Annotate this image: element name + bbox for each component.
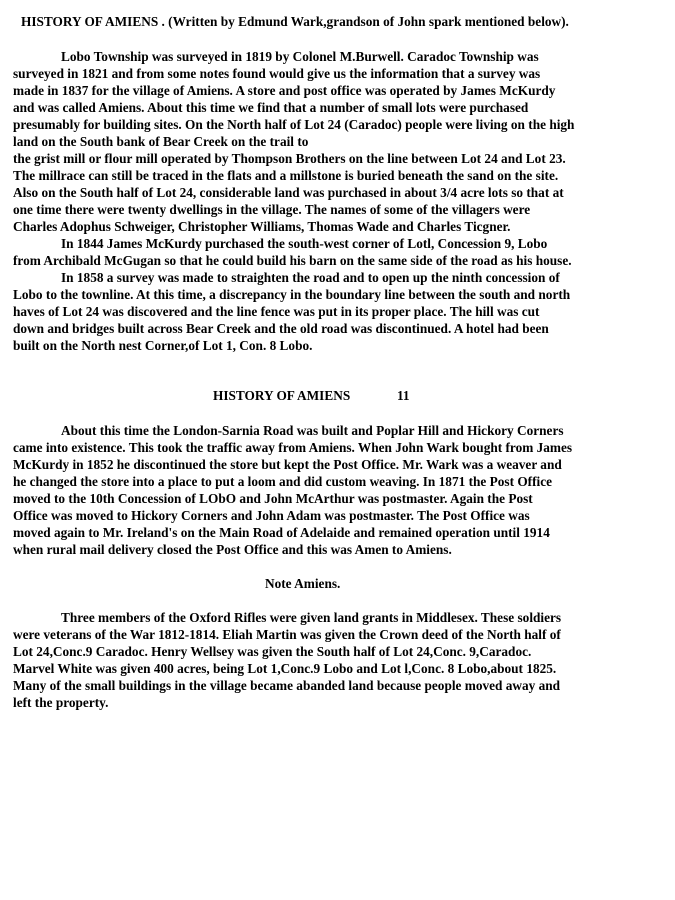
paragraph-line: down and bridges built across Bear Creek and the old road was discontinued. A hotel had been [13,321,549,336]
page-heading: HISTORY OF AMIENS [213,388,351,403]
paragraph-line: one time there were twenty dwellings in the village. The names of some of the villagers were [13,202,531,217]
note-heading: Note Amiens. [265,576,341,591]
paragraph-line: Three members of the Oxford Rifles were given land grants in Middlesex. These soldiers [61,610,562,625]
paragraph-line: Lobo Township was surveyed in 1819 by Colonel M.Burwell. Caradoc Township was [61,49,539,64]
paragraph-line: he changed the store into a place to put a loom and did custom weaving. In 1871 the Post Office [13,474,553,489]
paragraph-line: Marvel White was given 400 acres, being Lot 1,Conc.9 Lobo and Lot l,Conc. 8 Lobo,about 1825. [13,661,557,676]
paragraph-line: presumably for building sites. On the North half of Lot 24 (Caradoc) people were living on the high [13,117,575,132]
page-number: 11 [397,388,410,403]
paragraph-line: land on the South bank of Bear Creek on the trail to [13,134,309,149]
paragraph-line: In 1844 James McKurdy purchased the south-west corner of Lotl, Concession 9, Lobo [61,236,548,251]
paragraph-line: Office was moved to Hickory Corners and John Adam was postmaster. The Post Office was [13,508,530,523]
paragraph-line: moved again to Mr. Ireland's on the Main Road of Adelaide and remained operation until 1914 [13,525,550,540]
paragraph-line: left the property. [13,695,109,710]
paragraph-line: moved to the 10th Concession of LObO and John McArthur was postmaster. Again the Post [13,491,533,506]
paragraph-line: when rural mail delivery closed the Post Office and this was Amen to Amiens. [13,542,452,557]
paragraph-line: Also on the South half of Lot 24, considerable land was purchased in about 3/4 acre lots so that at [13,185,564,200]
paragraph-line: Charles Adophus Schweiger, Christopher Williams, Thomas Wade and Charles Ticgner. [13,219,511,234]
paragraph-line: surveyed in 1821 and from some notes found would give us the information that a survey was [13,66,541,81]
paragraph-line: Many of the small buildings in the village became abanded land because people moved away and [13,678,561,693]
document-title: HISTORY OF AMIENS . (Written by Edmund Wark,grandson of John spark mentioned below). [21,14,569,29]
paragraph-line: In 1858 a survey was made to straighten the road and to open up the ninth concession of [61,270,560,285]
paragraph-line: Lobo to the townline. At this time, a discrepancy in the boundary line between the south and north [13,287,571,302]
paragraph-line: from Archibald McGugan so that he could build his barn on the same side of the road as his house. [13,253,572,268]
paragraph-line: Lot 24,Conc.9 Caradoc. Henry Wellsey was given the South half of Lot 24,Conc. 9,Caradoc. [13,644,532,659]
paragraph-line: built on the North nest Corner,of Lot 1, Con. 8 Lobo. [13,338,313,353]
paragraph-line: and was called Amiens. About this time we find that a number of small lots were purchased [13,100,529,115]
paragraph-line: made in 1837 for the village of Amiens. A store and post office was operated by James McKurdy [13,83,556,98]
paragraph-line: McKurdy in 1852 he discontinued the store but kept the Post Office. Mr. Wark was a weaver and [13,457,562,472]
paragraph-line: The millrace can still be traced in the flats and a millstone is buried beneath the sand on the site. [13,168,559,183]
paragraph-line: About this time the London-Sarnia Road was built and Poplar Hill and Hickory Corners [61,423,564,438]
paragraph-line: came into existence. This took the traffic away from Amiens. When John Wark bought from James [13,440,573,455]
paragraph-line: were veterans of the War 1812-1814. Eliah Martin was given the Crown deed of the North half of [13,627,561,642]
paragraph-line: haves of Lot 24 was discovered and the line fence was put in its proper place. The hill was cut [13,304,540,319]
paragraph-line: the grist mill or flour mill operated by Thompson Brothers on the line between Lot 24 and Lot 23. [13,151,566,166]
